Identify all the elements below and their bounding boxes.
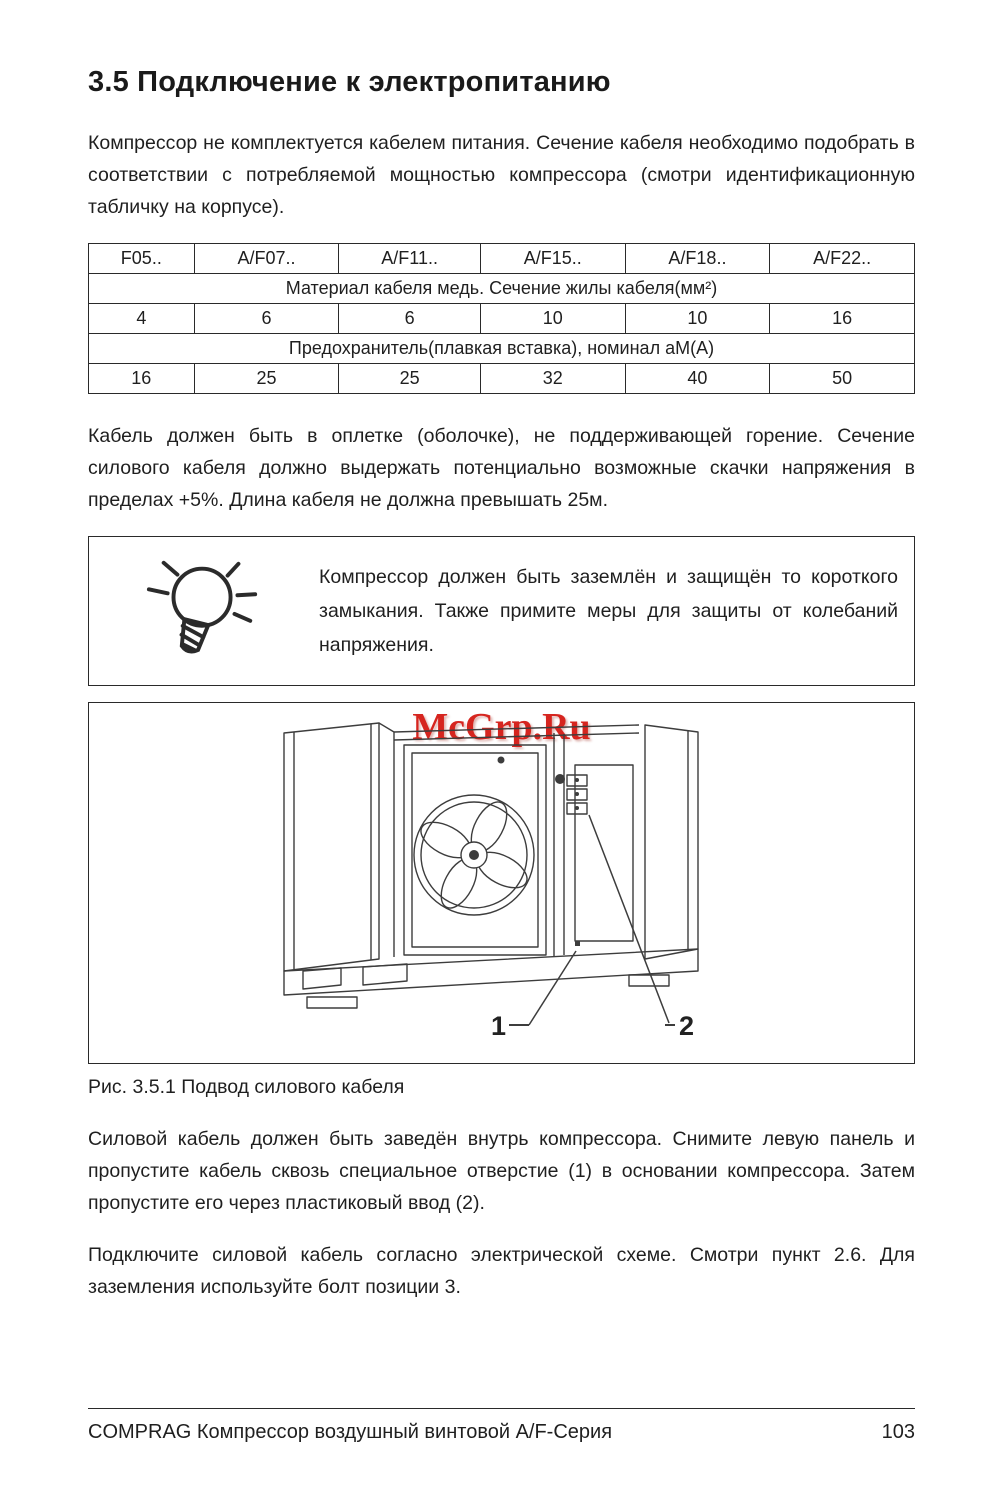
table-cell: 50: [770, 364, 915, 394]
cable-spec-table: [88, 243, 915, 394]
figure-label-1: 1: [491, 1011, 507, 1041]
table-section-label: Материал кабеля медь. Сечение жилы кабеля(мм²): [89, 274, 915, 304]
table-cell: 16: [89, 364, 195, 394]
table-header-cell: A/F18..: [625, 244, 770, 274]
page-footer: [88, 1408, 915, 1444]
table-row: [89, 304, 915, 334]
figure-box: [88, 702, 915, 1064]
table-cell: 10: [625, 304, 770, 334]
paragraph-routing: Силовой кабель должен быть заведён внутрь компрессора. Снимите левую панель и пропустите кабель сквозь специальное отверстие (1) в основании компрессора. Затем пропустите его через пластиковый ввод (2).: [88, 1128, 915, 1214]
table-cell: 10: [480, 304, 625, 334]
table-header-cell: A/F15..: [480, 244, 625, 274]
table-cell: 16: [770, 304, 915, 334]
table-cell: 32: [480, 364, 625, 394]
table-header-row: [89, 244, 915, 274]
section-title: 3.5 Подключение к электропитанию: [88, 66, 611, 98]
compressor-drawing: [277, 719, 722, 1051]
table-cell: 6: [339, 304, 481, 334]
paragraph-cable-requirements: Кабель должен быть в оплетке (оболочке), не поддерживающей горение. Сечение силового кабеля должно выдержать потенциально возможные скачки напряжения в пределах +5%. Длина кабеля не должна превышать 25м.: [88, 425, 915, 511]
table-cell: 40: [625, 364, 770, 394]
table-header-cell: A/F22..: [770, 244, 915, 274]
table-section-label: Предохранитель(плавкая вставка), номинал аМ(А): [89, 334, 915, 364]
table-cell: 25: [194, 364, 339, 394]
table-section-row: [89, 274, 915, 304]
table-row: [89, 364, 915, 394]
lightbulb-icon: [89, 550, 319, 672]
note-text: Компрессор должен быть заземлён и защищён то короткого замыкания. Также примите меры для защиты от колебаний напряжения.: [319, 566, 898, 656]
table-header-cell: A/F07..: [194, 244, 339, 274]
table-cell: 6: [194, 304, 339, 334]
manual-page: [0, 66, 1000, 1485]
table-cell: 25: [339, 364, 481, 394]
table-header-cell: A/F11..: [339, 244, 481, 274]
footer-title: COMPRAG Компрессор воздушный винтовой A/F-Серия: [88, 1421, 613, 1443]
paragraph-connection: Подключите силовой кабель согласно электрической схеме. Смотри пункт 2.6. Для заземления используйте болт позиции 3.: [88, 1244, 915, 1298]
page-number: 103: [881, 1421, 915, 1443]
table-header-cell: F05..: [89, 244, 195, 274]
figure-caption: Рис. 3.5.1 Подвод силового кабеля: [88, 1076, 405, 1098]
table-section-row: [89, 334, 915, 364]
table-cell: 4: [89, 304, 195, 334]
note-box: [88, 536, 915, 686]
paragraph-intro: Компрессор не комплектуется кабелем питания. Сечение кабеля необходимо подобрать в соответствии с потребляемой мощностью компрессора (смотри идентификационную табличку на корпусе).: [88, 132, 915, 218]
figure-label-2: 2: [679, 1011, 695, 1041]
watermark: McGrp.Ru: [412, 706, 591, 748]
